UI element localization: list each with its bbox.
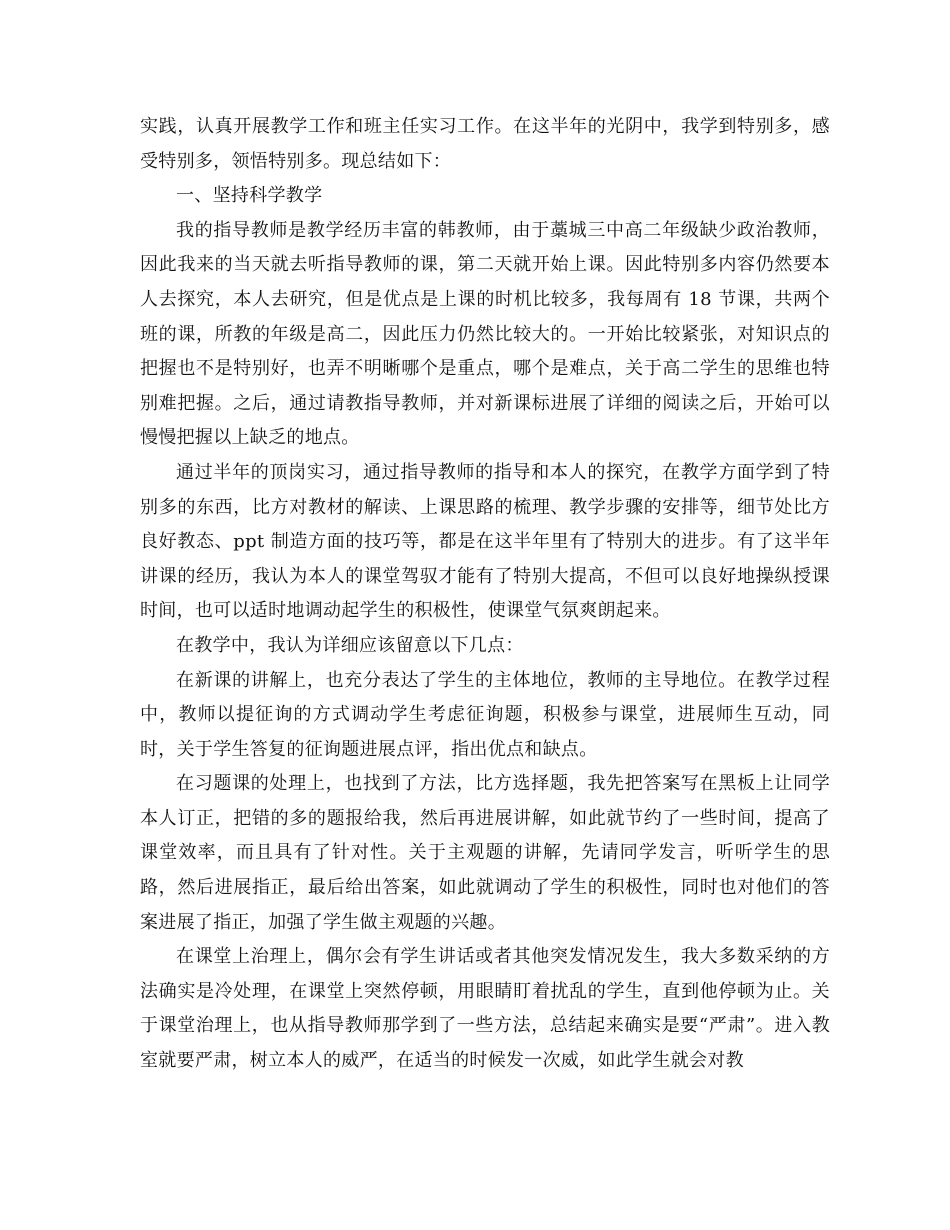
paragraph: 通过半年的顶岗实习，通过指导教师的指导和本人的探究，在教学方面学到了特别多的东西，比方对教材的解读、上课思路的梳理、教学步骤的安排等，细节处比方良好教态、ppt 制造方面的技巧等，都是在这半年里有了特别大的进步。有了这半年讲课的经历，我认为本人的课堂驾驭才能有了特别大提高，不但可以良好地操纵授课时间，也可以适时地调动起学生的积极性，使课堂气氛爽朗起来。 [140, 461, 830, 622]
section-heading: 一、坚持科学教学 [176, 185, 323, 207]
paragraph: 我的指导教师是教学经历丰富的韩教师，由于藁城三中高二年级缺少政治教师，因此我来的当天就去听指导教师的课，第二天就开始上课。因此特别多内容仍然要本人去探究，本人去研究，但是优点是上课的时机比较多，我每周有 18 节课，共两个班的课，所教的年级是高二，因此压力仍然比较大的。一开始比较紧张，对知识点的把握也不是特别好，也弄不明晰哪个是重点，哪个是难点，关于高二学生的思维也特别难把握。之后，通过请教指导教师，并对新课标进展了详细的阅读之后，开始可以慢慢把握以上缺乏的地点。 [140, 219, 830, 449]
paragraph: 实践，认真开展教学工作和班主任实习工作。在这半年的光阴中，我学到特别多，感受特别多，领悟特别多。现总结如下： [140, 116, 830, 172]
paragraph: 在教学中，我认为详细应该留意以下几点： [176, 634, 524, 656]
document-body [140, 110, 830, 1079]
paragraph: 在课堂上治理上，偶尔会有学生讲话或者其他突发情况发生，我大多数采纳的方法确实是冷处理，在课堂上突然停顿，用眼睛盯着扰乱的学生，直到他停顿为止。关于课堂治理上，也从指导教师那学到了一些方法，总结起来确实是要“严肃”。进入教室就要严肃，树立本人的威严，在适当的时候发一次威，如此学生就会对教 [140, 946, 830, 1072]
paragraph: 在习题课的处理上，也找到了方法，比方选择题，我先把答案写在黑板上让同学本人订正，把错的多的题报给我，然后再进展讲解，如此就节约了一些时间，提高了课堂效率，而且具有了针对性。关于主观题的讲解，先请同学发言，听听学生的思路，然后进展指正，最后给出答案，如此就调动了学生的积极性，同时也对他们的答案进展了指正，加强了学生做主观题的兴趣。 [140, 773, 830, 933]
paragraph: 在新课的讲解上，也充分表达了学生的主体地位，教师的主导地位。在教学过程中，教师以提征询的方式调动学生考虑征询题，积极参与课堂，进展师生互动，同时，关于学生答复的征询题进展点评，指出优点和缺点。 [140, 669, 830, 760]
